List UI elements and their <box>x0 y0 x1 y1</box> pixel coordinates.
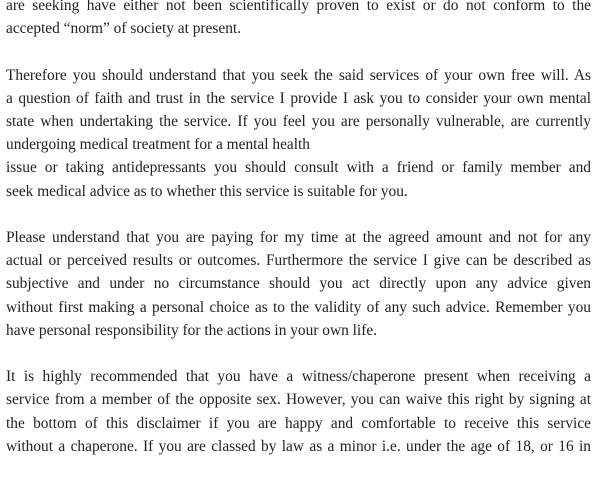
text-line: are seeking have either not been scientifically proven to exist or do not conform to the <box>6 0 591 14</box>
paragraph-chaperone <box>6 365 591 458</box>
text-line: seek medical advice as to whether this service is suitable for you. <box>6 182 408 200</box>
text-line: without a chaperone. If you are classed by law as a minor i.e. under the age of 18, or 16 in <box>6 437 591 455</box>
text-line: a question of faith and trust in the service I provide I ask you to consider your own mental <box>6 89 591 107</box>
disclaimer-document <box>6 0 591 481</box>
text-line: the bottom of this disclaimer if you are happy and comfortable to receive this service <box>6 414 591 432</box>
text-line: subjective and under no circumstance should you act directly upon any advice given <box>6 275 591 293</box>
text-line: actual or perceived results or outcomes. Furthermore the service I give can be described as <box>6 252 591 270</box>
text-line: have personal responsibility for the actions in your own life. <box>6 321 377 339</box>
text-line: It is highly recommended that you have a witness/chaperone present when receiving a <box>6 368 591 386</box>
text-line: Therefore you should understand that you seek the said services of your own free will. As <box>6 66 591 84</box>
paragraph-free-will <box>6 64 591 203</box>
text-line: undergoing medical treatment for a mental health <box>6 136 310 154</box>
text-line: service from a member of the opposite sex. However, you can waive this right by signing at <box>6 391 591 409</box>
text-line: issue or taking antidepressants you should consult with a friend or family member and <box>6 159 591 177</box>
paragraph-payment-terms <box>6 226 591 342</box>
text-line: Please understand that you are paying for my time at the agreed amount and not for any <box>6 229 591 246</box>
text-line: accepted “norm” of society at present. <box>6 20 242 38</box>
paragraph-scientific-proof <box>6 0 591 40</box>
text-line: state when undertaking the service. If you feel you are personally vulnerable, are currently <box>6 113 591 130</box>
text-line: without first making a personal choice as to the validity of any such advice. Remember you <box>6 298 591 316</box>
